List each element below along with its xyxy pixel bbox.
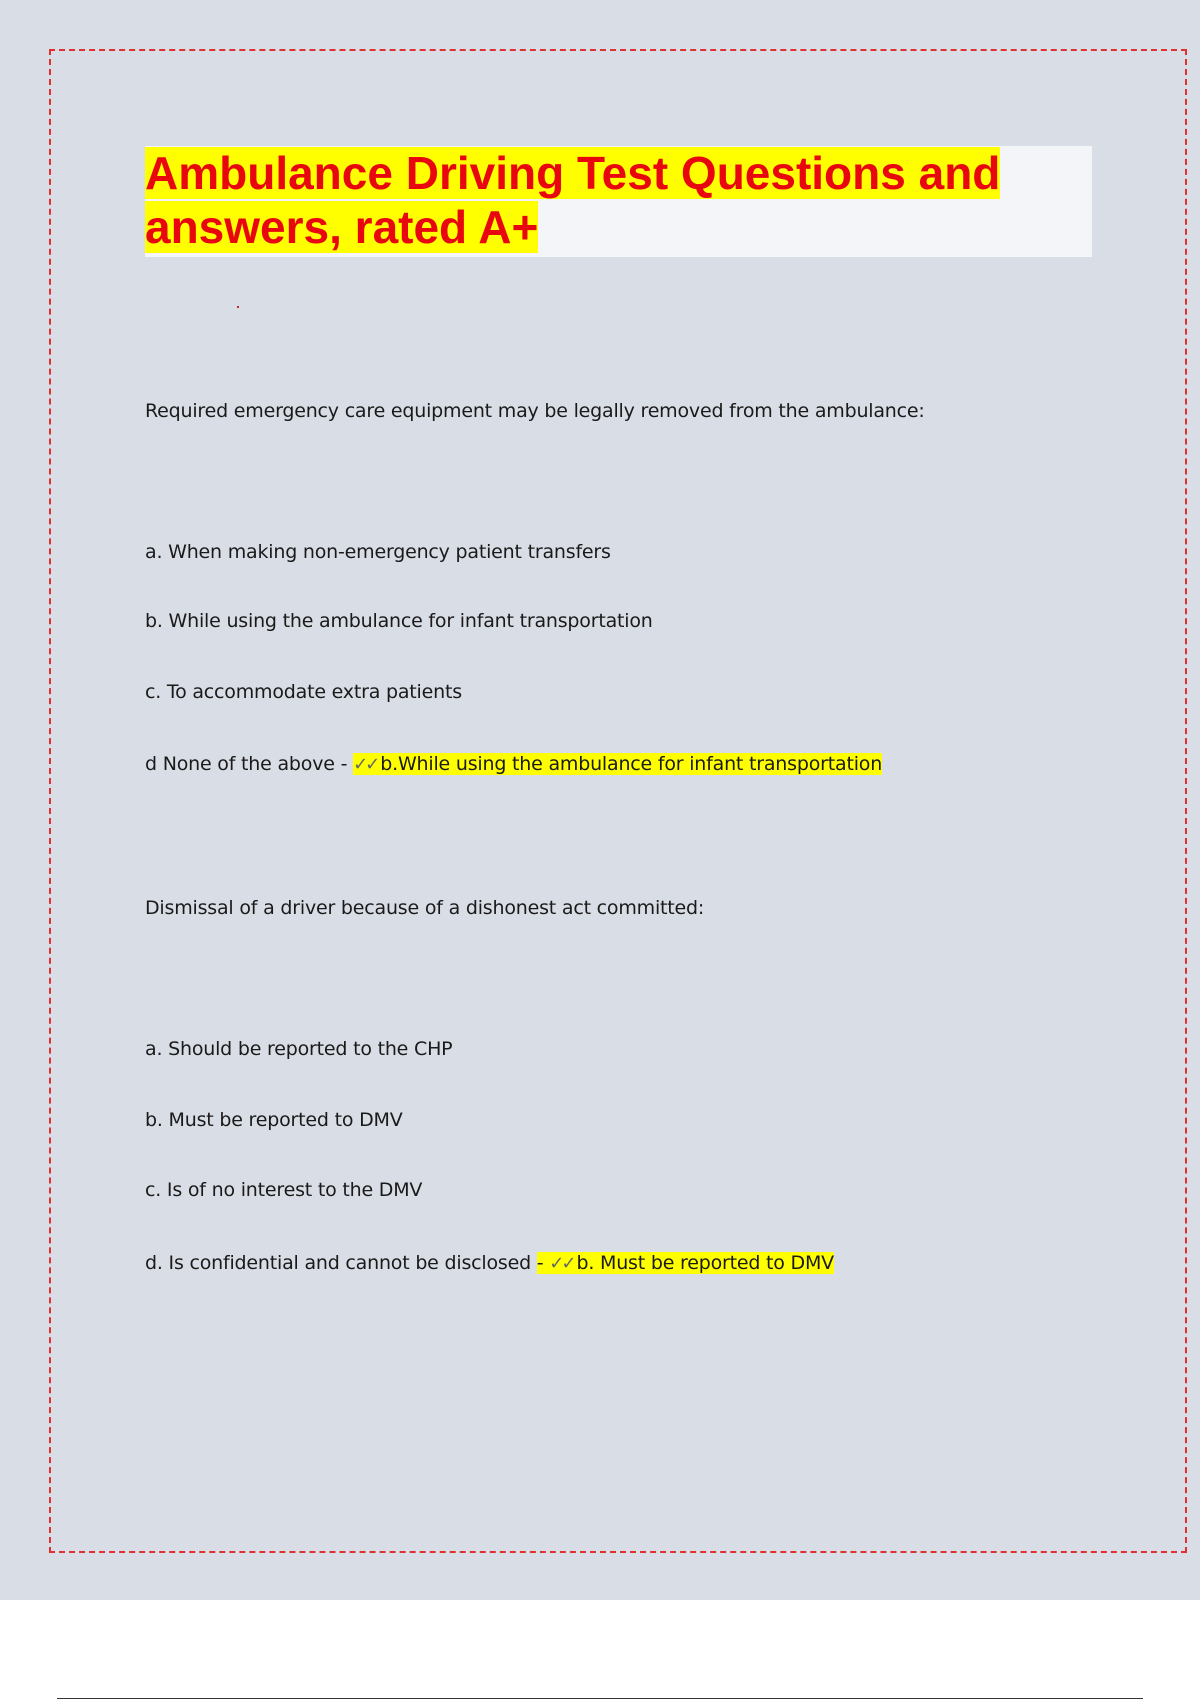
question-2-answer [537, 1252, 834, 1274]
question-1-prompt: Required emergency care equipment may be legally removed from the ambulance: [145, 400, 925, 422]
question-1-option-a: a. When making non-emergency patient transfers [145, 541, 611, 563]
question-2-option-d [145, 1250, 834, 1277]
question-2-option-a: a. Should be reported to the CHP [145, 1038, 453, 1060]
document-title [145, 146, 1000, 254]
question-1-option-c: c. To accommodate extra patients [145, 681, 462, 703]
question-2-prompt: Dismissal of a driver because of a dishonest act committed: [145, 897, 705, 919]
question-1-option-b: b. While using the ambulance for infant transportation [145, 610, 653, 632]
footer-rule [57, 1698, 1143, 1699]
answer-prefix: - [536, 1252, 544, 1274]
question-2-option-c: c. Is of no interest to the DMV [145, 1179, 423, 1201]
question-1-option-d-text: d None of the above - [145, 753, 348, 775]
title-line-1: Ambulance Driving Test Questions and [145, 147, 1001, 199]
question-1-answer-text: b.While using the ambulance for infant transportation [380, 753, 883, 775]
question-1-option-d [145, 751, 882, 778]
question-2-option-d-text: d. Is confidential and cannot be disclosed [145, 1252, 531, 1274]
page-border [49, 49, 1187, 1553]
title-line-2: answers, rated A+ [145, 201, 539, 253]
double-check-icon: ✓✓ [549, 1253, 574, 1274]
question-2-option-b: b. Must be reported to DMV [145, 1109, 403, 1131]
question-2-answer-text: b. Must be reported to DMV [576, 1252, 834, 1274]
double-check-icon: ✓✓ [353, 754, 378, 775]
stray-dot [237, 306, 239, 308]
question-1-answer [353, 753, 882, 775]
